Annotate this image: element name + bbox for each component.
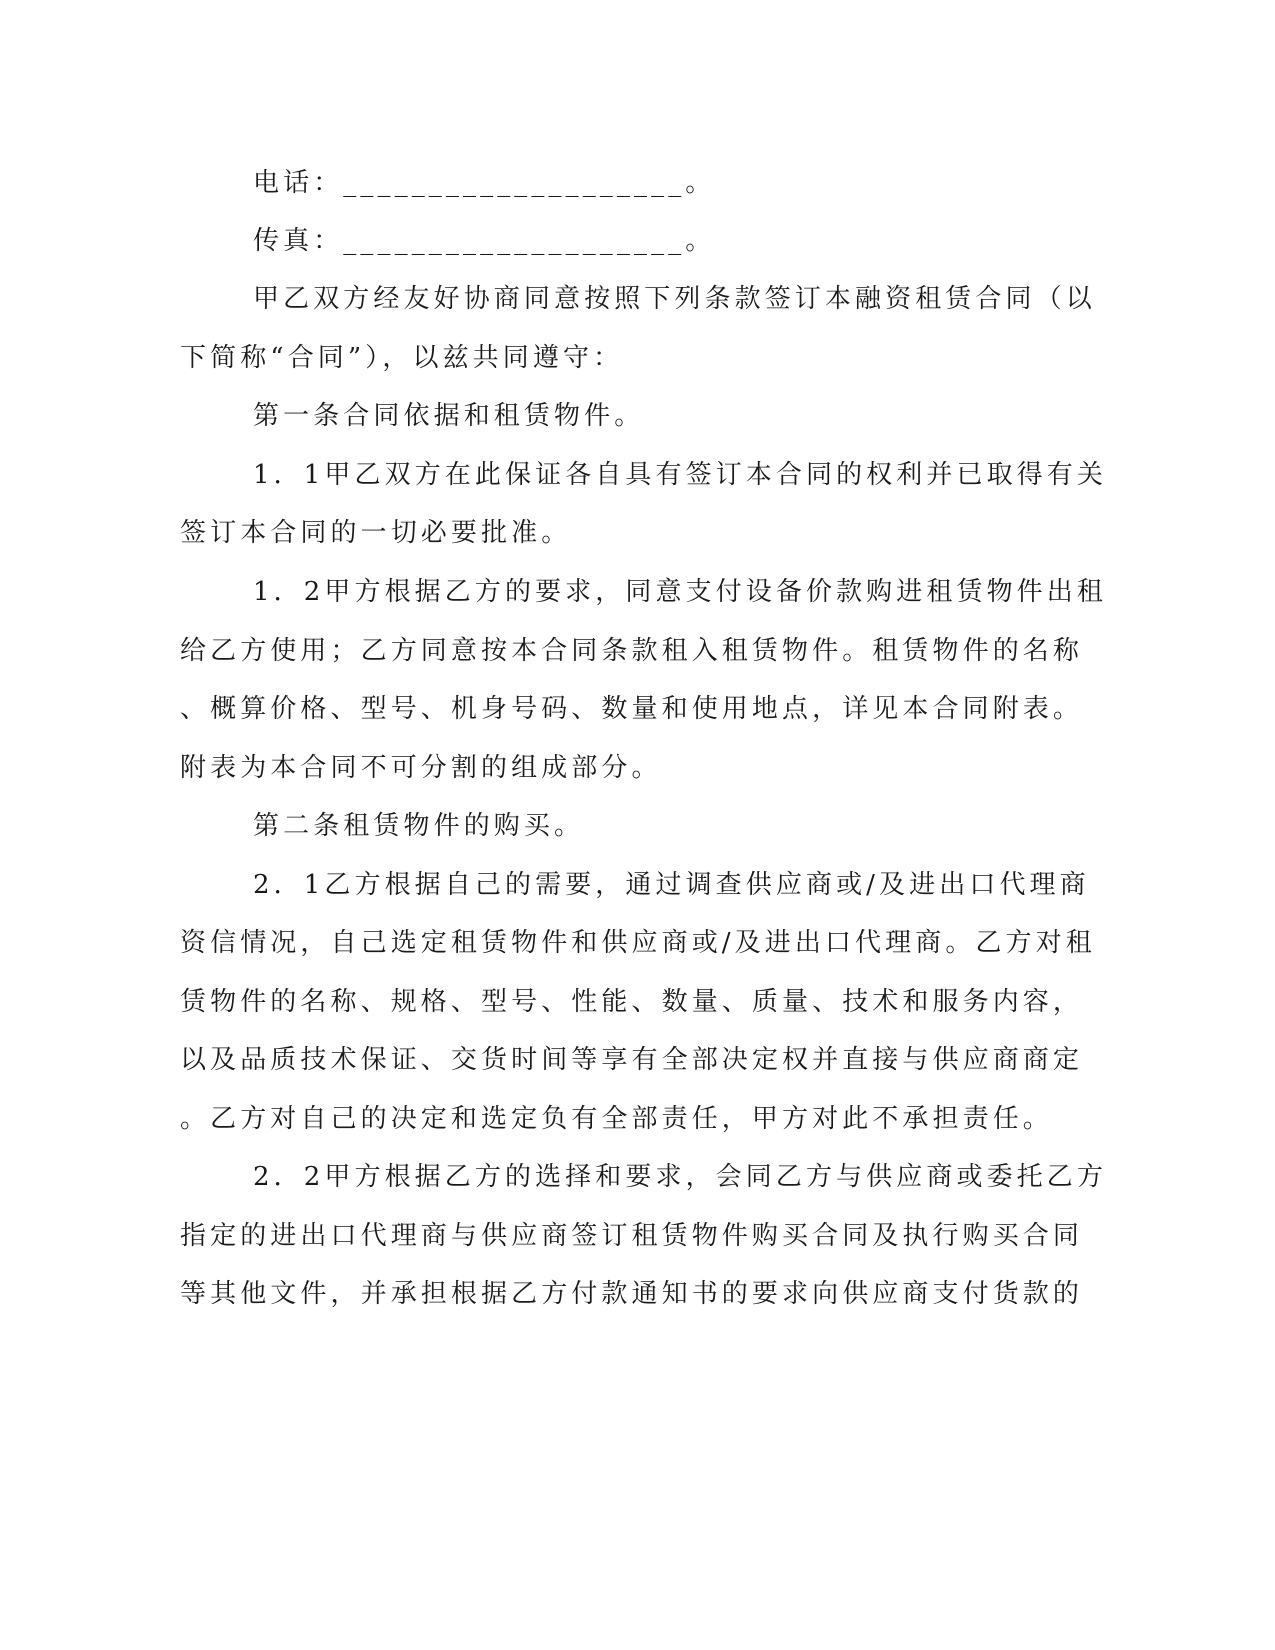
paragraph-line: 2．1乙方根据自己的需要，通过调查供应商或/及进出口代理商 [253,870,1090,900]
paragraph-line: 等其他文件，并承担根据乙方付款通知书的要求向供应商支付货款的 [180,1279,1084,1309]
paragraph-line: 。乙方对自己的决定和选定负有全部责任，甲方对此不承担责任。 [180,1104,1053,1134]
paragraph-line: 1．2甲方根据乙方的要求，同意支付设备价款购进租赁物件出租 [253,577,1107,607]
paragraph-line: 指定的进出口代理商与供应商签订租赁物件购买合同及执行购买合同 [180,1221,1084,1251]
paragraph-line: 甲乙双方经友好协商同意按照下列条款签订本融资租赁合同（以 [253,284,1096,314]
paragraph-line: 1．1甲乙双方在此保证各自具有签订本合同的权利并已取得有关 [253,460,1107,490]
paragraph-line: 下简称“合同”），以兹共同遵守： [180,343,624,373]
paragraph-line: 以及品质技术保证、交货时间等享有全部决定权并直接与供应商商定 [180,1045,1084,1075]
paragraph-line: 、概算价格、型号、机身号码、数量和使用地点，详见本合同附表。 [180,694,1084,724]
paragraph-line: 给乙方使用；乙方同意按本合同条款租入租赁物件。租赁物件的名称 [180,636,1084,666]
article-heading: 第二条租赁物件的购买。 [253,811,585,841]
phone-line: 电话：____________________。 [253,168,716,198]
fax-line: 传真：____________________。 [253,226,716,256]
paragraph-line: 附表为本合同不可分割的组成部分。 [180,753,662,783]
paragraph-line: 2．2甲方根据乙方的选择和要求，会同乙方与供应商或委托乙方 [253,1162,1107,1192]
paragraph-line: 签订本合同的一切必要批准。 [180,518,572,548]
article-heading: 第一条合同依据和租赁物件。 [253,401,645,431]
paragraph-line: 资信情况，自己选定租赁物件和供应商或/及进出口代理商。乙方对租 [180,928,1096,958]
paragraph-line: 赁物件的名称、规格、型号、性能、数量、质量、技术和服务内容， [180,987,1084,1017]
